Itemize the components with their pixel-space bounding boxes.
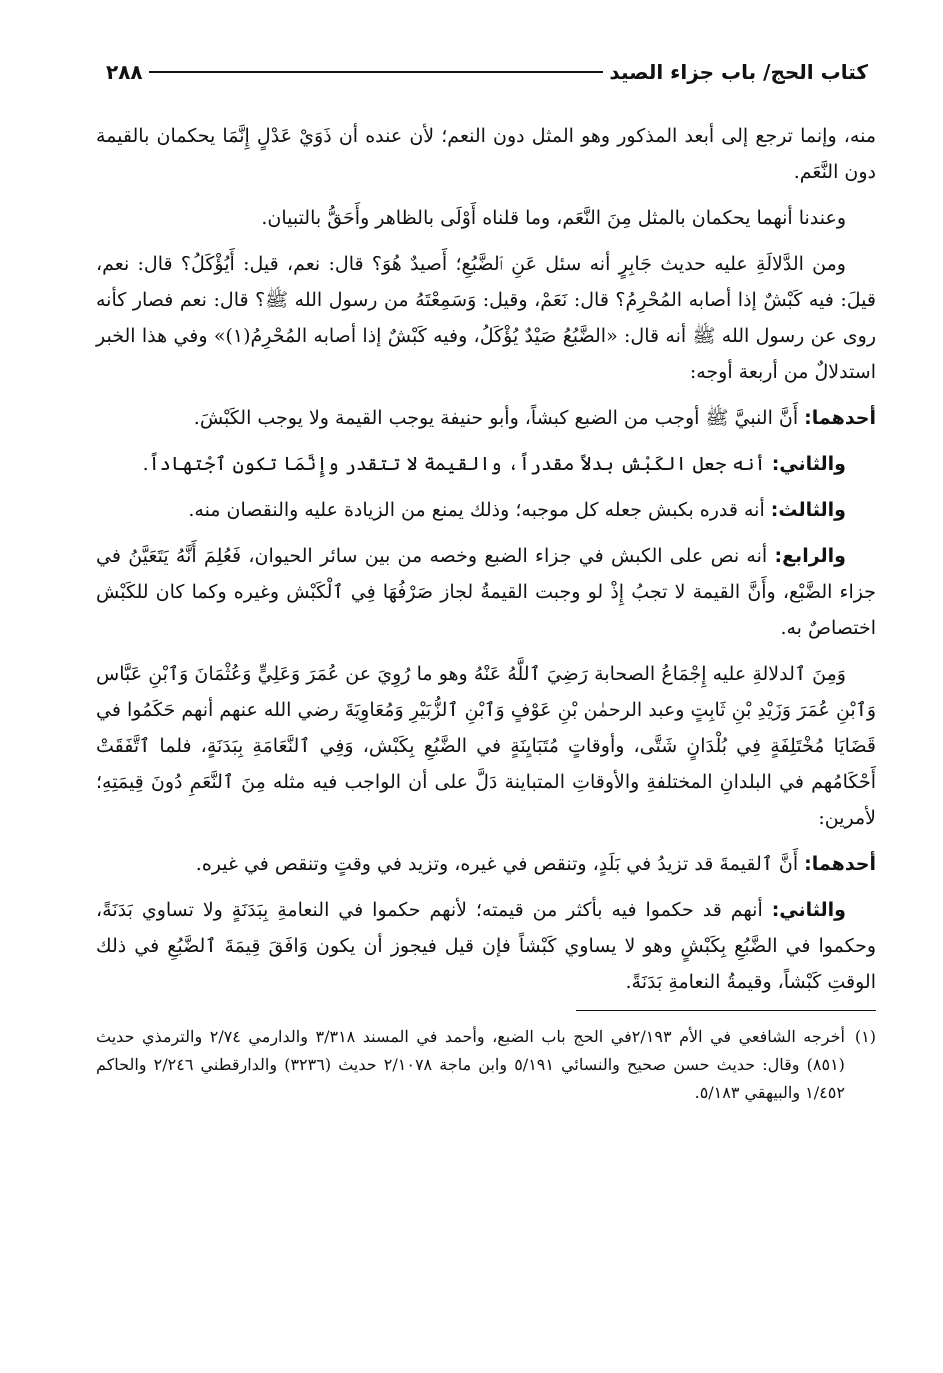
running-header — [96, 52, 876, 92]
paragraph-lead: والثاني: — [771, 453, 846, 475]
paragraph — [96, 400, 876, 436]
paragraph-lead: والثاني: — [771, 899, 846, 921]
paragraph-text: أَنَّ ٱلقيمةَ قد تزيدُ في بَلَدٍ، وتنقص في غيره، وتزيد في وقتٍ وتنقص في غيره. — [195, 853, 805, 875]
paragraph — [96, 446, 876, 482]
paragraph-text: وعندنا أنهما يحكمان بالمثل مِنَ النَّعَم، وما قلناه أَوْلَى بالظاهر وأَحَقُّ بالتبيان. — [261, 207, 846, 229]
paragraph — [96, 492, 876, 528]
footnote-separator — [576, 1010, 876, 1011]
paragraph-lead: أحدهما: — [804, 407, 876, 429]
paragraph — [96, 200, 876, 236]
paragraph — [96, 846, 876, 882]
paragraph-text: منه، وإنما ترجع إلى أبعد المذكور وهو المثل دون النعم؛ لأن عنده أن ذَوَيْ عَدْلٍ إِنَّمَا يحكمان بالقيمة دون النَّعَم. — [96, 125, 876, 183]
paragraph — [96, 118, 876, 190]
paragraph-text: ومن الدَّلالَةِ عليه حديث جَابِرٍ أنه سئل عَنِ ٱلضَّبُعِ؛ أَصيدٌ هُوَ؟ قال: نعم، قيل: أَيُؤْكَلُ؟ قال: نعم، قيلَ: فيه كَبْشٌ إذا أصابه المُحْرِمُ؟ قال: نَعَمْ، وقيل: وَسَمِعْتَهُ من رسول الله ﷺ؟ قال: نعم فصار كأنه روى عن رسول الله ﷺ أنه قال: «الضَّبُعُ صَيْدٌ يُؤْكَلُ، وفيه كَبْشٌ إذا أصابه المُحْرِمُ(١)» وفي هذا الخبر استدلالٌ من أربعة أوجه: — [96, 253, 876, 383]
paragraph-text: أَنَّ النبيَّ ﷺ أوجب من الضبع كبشاً، وأبو حنيفة يوجب القيمة ولا يوجب الكَبْشَ. — [193, 407, 805, 429]
paragraph-text: أنهم قد حكموا فيه بأكثر من قيمته؛ لأنهم حكموا في النعامةِ بِبَدَنَةٍ ولا تساوي بَدَنَةً، وحكموا في الضَّبُعِ بِكَبْشٍ وهو لا يساوي كَبْشاً فإن قيل فيجوز أن يكون وَافَقَ قِيمَةَ ٱلضَّبُعِ في ذلك الوقتِ كَبْشاً، وقيمةُ النعامةِ بَدَنَةً. — [96, 899, 876, 993]
paragraph-lead: والثالث: — [770, 499, 846, 521]
paragraph — [96, 538, 876, 646]
paragraph-lead: أحدهما: — [804, 853, 876, 875]
paragraph-text: أنه جعل الكَبْش بدلاً مقدراً، والقيمة لا تتقدر وإِنَّمَا تكون ٱجْتهاداً. — [142, 453, 772, 475]
paragraph — [96, 656, 876, 836]
paragraph-lead: والرابع: — [774, 545, 846, 567]
page-number: ٢٨٨ — [106, 60, 143, 84]
paragraph — [96, 892, 876, 1000]
paragraph-text: أنه قدره بكبش جعله كل موجبه؛ وذلك يمنع من الزيادة عليه والنقصان منه. — [188, 499, 771, 521]
document-page — [96, 52, 876, 1342]
paragraph — [96, 246, 876, 390]
paragraph-text: أنه نص على الكبش في جزاء الضبع وخصه من بين سائر الحيوان، فَعُلِمَ أَنَّهُ يَتَعَيَّنُ في جزاء الضَّبْع، وأَنَّ القيمة لا تجبُ إِذْ لو وجبت القيمةُ لجاز صَرْفُهَا فِي ٱلْكَبْش وغيره وكما كان للكَبْش اختصاصٌ به. — [96, 545, 876, 639]
body-text — [96, 118, 876, 1000]
footnote-marker: (١) — [854, 1027, 876, 1046]
footnote — [96, 1023, 876, 1107]
header-rule — [149, 71, 604, 73]
paragraph-text: وَمِنَ ٱلدلالةِ عليه إِجْمَاعُ الصحابة رَضِيَ ٱللَّهُ عَنْهُ وهو ما رُوِيَ عن عُمَرَ وَعَلِيٍّ وَعُثْمَانَ وَٱبْنِ عَبَّاس وَٱبْنِ عُمَرَ وَزَيْدِ بْنِ ثَابِتٍ وعبد الرحمٰن بْنِ عَوْفٍ وَٱبْنِ ٱلزُّبَيْرِ وَمُعَاوِيَةَ رضي الله عنهم أنهم حَكَمُوا في قَضَايَا مُخْتَلِفَةٍ فِي بُلْدَانٍ شَتَّى، وأوقاتٍ مُتَبَايِنَةٍ في الضَّبُعِ بِكَبْش، وَفِي ٱلنَّعَامَةِ بِبَدَنَةٍ، فلما ٱتَّفَقَتْ أَحْكَامُهم في البلدانِ المختلفةِ والأوقاتِ المتباينة دَلَّ على أن الواجب فيه مثله مِنَ ٱلنَّعَمِ دُونَ قِيمَتِهِ؛ لأمرين: — [96, 663, 876, 829]
footnote-text: أخرجه الشافعي في الأم ٢/١٩٣في الحج باب الضبع، وأحمد في المسند ٣/٣١٨ والدارمي ٢/٧٤ والترمذي حديث (٨٥١) وقال: حديث حسن صحيح والنسائي ٥/١٩١ وابن ماجة ٢/١٠٧٨ حديث (٣٢٣٦) والدارقطني ٢/٢٤٦ والحاكم ١/٤٥٢ والبيهقي ٥/١٨٣. — [96, 1027, 845, 1102]
book-chapter-title: كتاب الحج/ باب جزاء الصيد — [609, 60, 868, 84]
